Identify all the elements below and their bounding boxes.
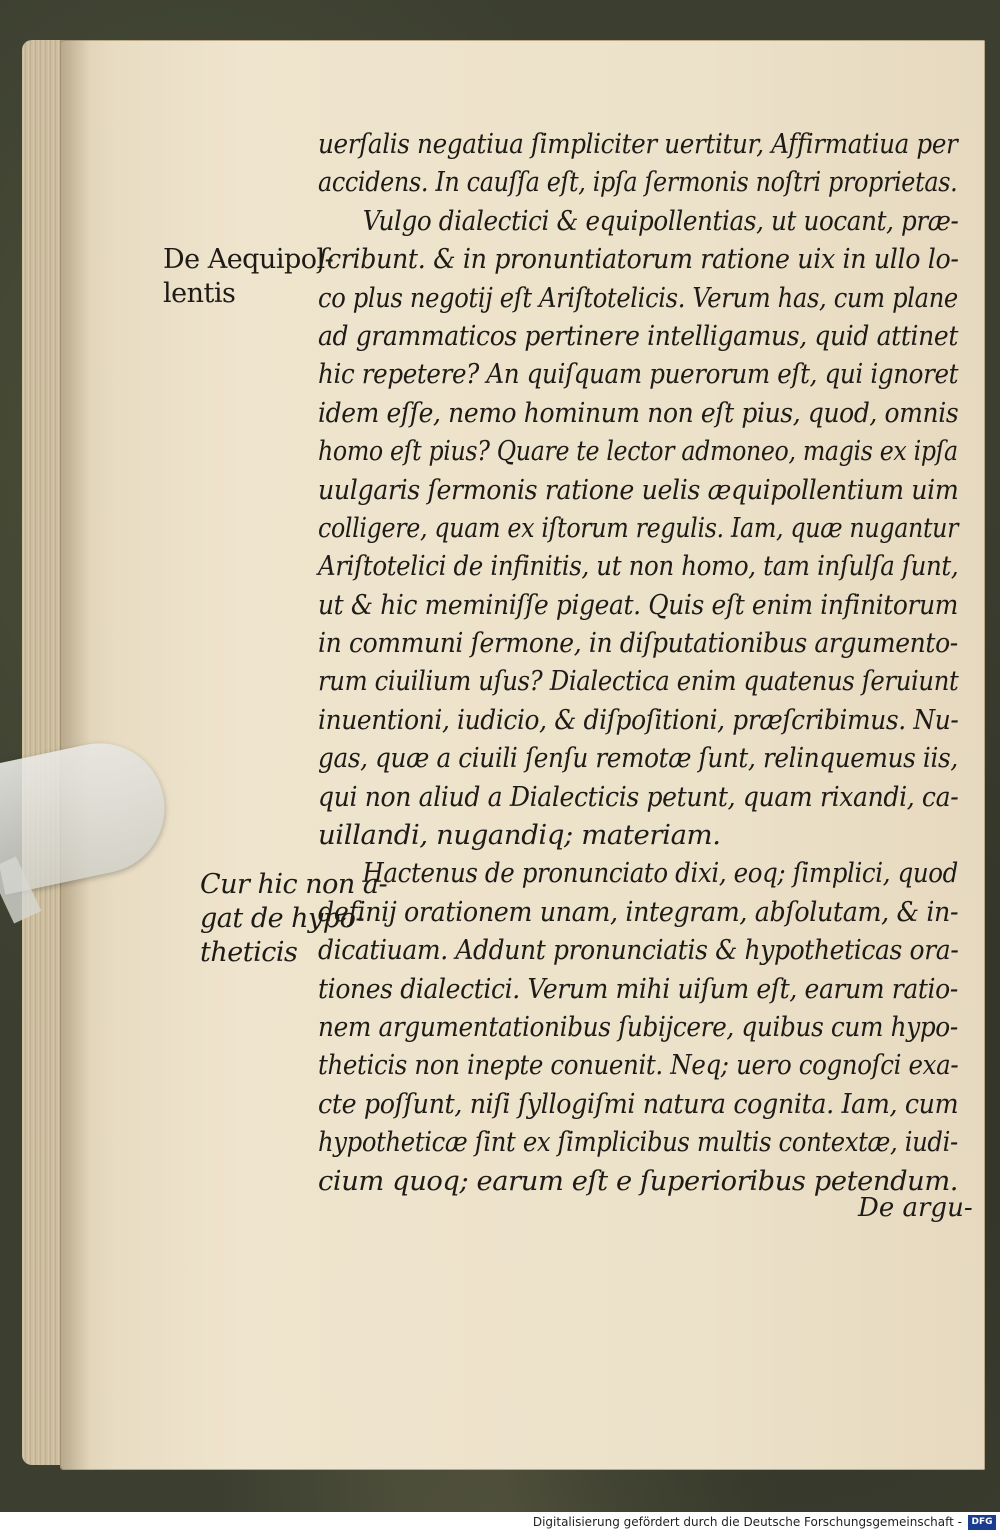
text-line: gas, quæ a ciuili ſenſu remotæ ſunt, relinquemus iis, bbox=[318, 742, 958, 775]
text-line: ad grammaticos pertinere intelligamus, quid attinet bbox=[318, 319, 959, 352]
text-line: Vulgo dialectici & equipollentias, ut uocant, præ- bbox=[362, 204, 959, 237]
marginal-note-aequipollentia bbox=[163, 243, 333, 311]
text-line: uulgaris ſermonis ratione uelis æquipollentium uim bbox=[318, 473, 959, 506]
text-line: tiones dialectici. Verum mihi uiſum eſt, earum ratio- bbox=[318, 972, 958, 1005]
text-line: idem eſſe, nemo hominum non eſt pius, quod, omnis bbox=[318, 396, 959, 429]
text-line: inuentioni, iudicio, & diſpoſitioni, præſcribimus. Nu- bbox=[318, 703, 959, 736]
text-line: dicatiuam. Addunt pronunciatis & hypotheticas ora- bbox=[318, 934, 959, 967]
text-line: Ariſtotelici de infinitis, ut non homo, tam inſulſa ſunt, bbox=[318, 550, 959, 583]
footer-credit: Digitalisierung gefördert durch die Deutsche Forschungsgemeinschaft - bbox=[532, 1515, 962, 1529]
marginal-note-line: De Aequipol- bbox=[163, 244, 334, 275]
text-line: hic repetere? An quiſquam puerorum eſt, qui ignoret bbox=[318, 358, 959, 391]
text-line: ut & hic meminiſſe pigeat. Quis eſt enim infinitorum bbox=[318, 588, 958, 621]
main-text-block bbox=[318, 125, 958, 1200]
marginal-note-line: Cur hic non a- bbox=[200, 869, 388, 900]
text-line: co plus negotij eſt Ariſtotelicis. Verum has, cum plane bbox=[318, 281, 958, 314]
text-line: rum ciuilium uſus? Dialectica enim quatenus ſeruiunt bbox=[318, 665, 959, 698]
text-line: nem argumentationibus ſubijcere, quibus cum hypo- bbox=[318, 1010, 958, 1043]
text-line: ſcribunt. & in pronuntiatorum ratione uix in ullo lo- bbox=[318, 243, 959, 276]
marginal-note-line: theticis bbox=[200, 937, 298, 968]
text-line: theticis non inepte conuenit. Neq; uero cognoſci exa- bbox=[318, 1049, 959, 1082]
catchword: De argu- bbox=[858, 1193, 973, 1223]
marginal-note-line: lentis bbox=[163, 278, 236, 309]
text-line: qui non aliud a Dialecticis petunt, quam rixandi, ca- bbox=[318, 780, 959, 813]
text-line: Hactenus de pronunciato dixi, eoq; ſimplici, quod bbox=[362, 857, 958, 890]
text-line: cium quoq; earum eſt e ſuperioribus petendum. bbox=[318, 1164, 959, 1197]
text-line: uillandi, nugandiq; materiam. bbox=[318, 819, 721, 852]
text-line: homo eſt pius? Quare te lector admoneo, magis ex ipſa bbox=[318, 435, 958, 468]
text-line: definij orationem unam, integram, abſolutam, & in- bbox=[318, 895, 959, 928]
text-line: accidens. In cauſſa eſt, ipſa ſermonis noſtri proprietas. bbox=[318, 166, 958, 199]
text-line: cte poſſunt, niſi ſyllogiſmi natura cognita. Iam, cum bbox=[318, 1087, 959, 1120]
digitization-footer bbox=[0, 1512, 1000, 1534]
text-line: colligere, quam ex iſtorum regulis. Iam, quæ nugantur bbox=[318, 511, 959, 544]
text-line: in communi ſermone, in diſputationibus argumento- bbox=[318, 627, 958, 660]
dfg-logo-icon: DFG bbox=[968, 1515, 996, 1530]
text-line: uerſalis negatiua ſimpliciter uertitur, Affirmatiua per bbox=[318, 128, 958, 160]
marginal-note-line: gat de hypo- bbox=[200, 903, 364, 934]
text-line: hypotheticæ ſint ex ſimplicibus multis contextæ, iudi- bbox=[318, 1126, 958, 1159]
